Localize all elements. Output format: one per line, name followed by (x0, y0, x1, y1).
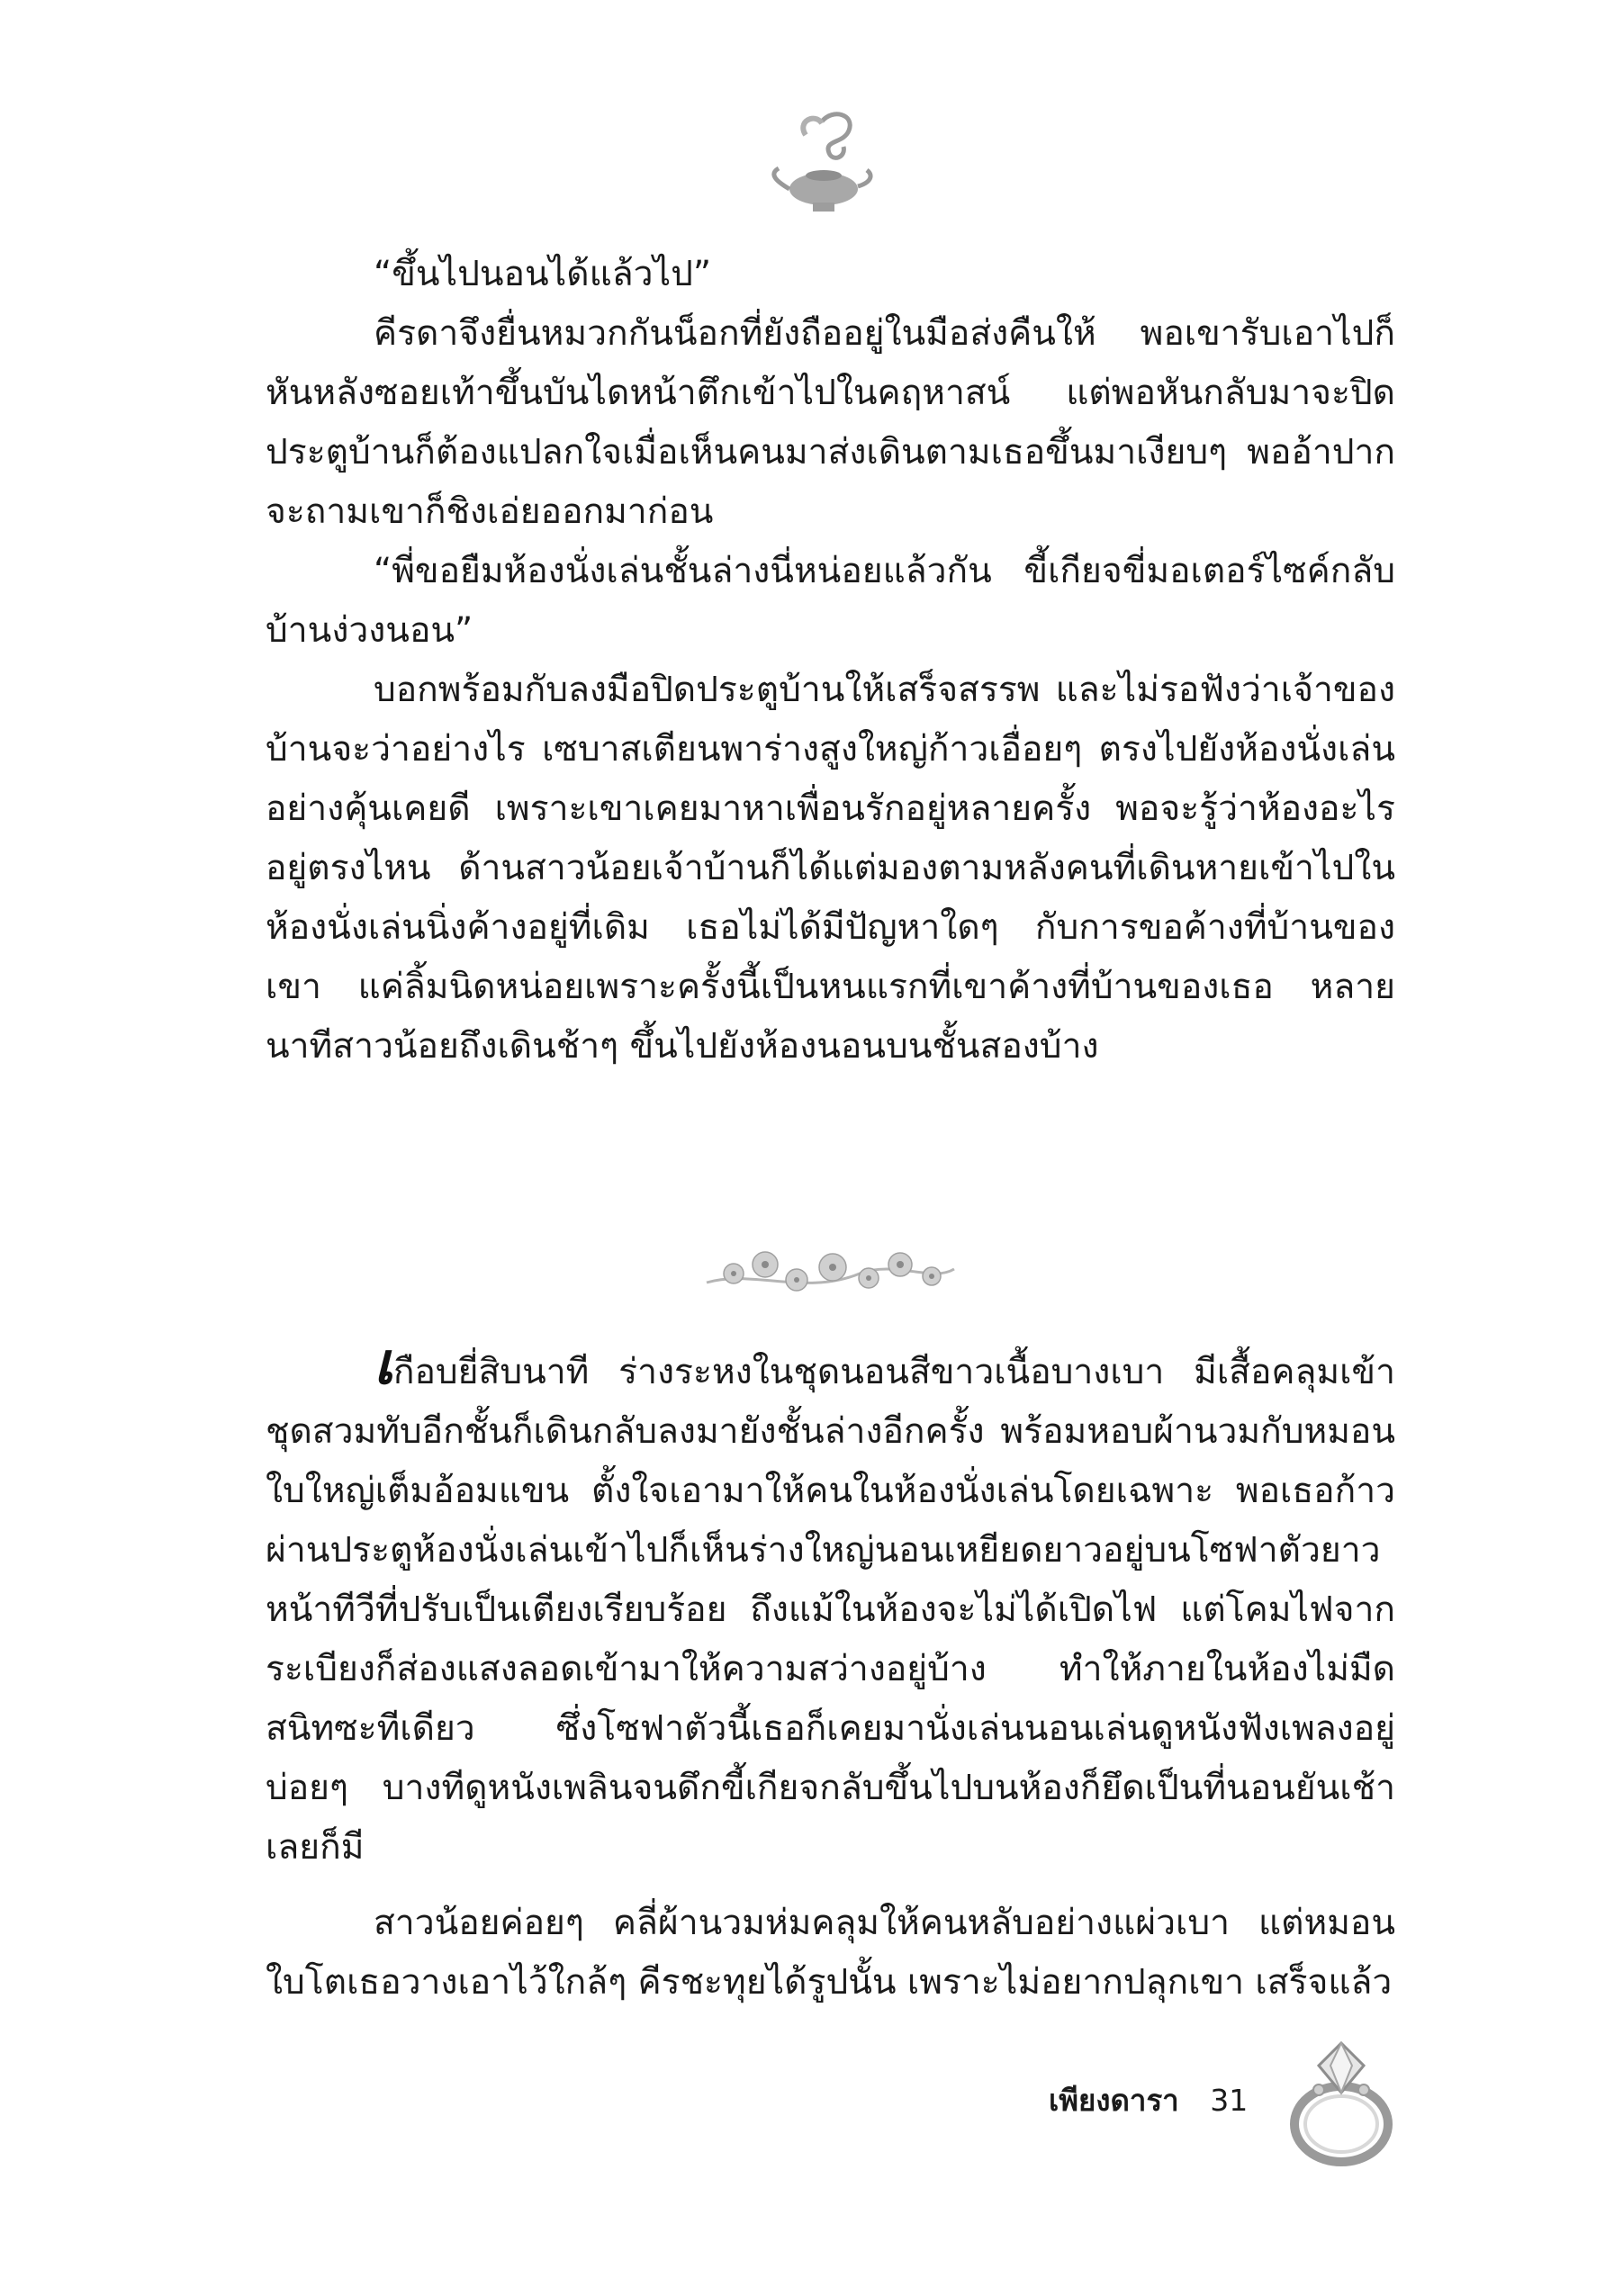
flower-divider-icon (698, 1233, 959, 1310)
page-number: 31 (1210, 2083, 1249, 2118)
dialogue-paragraph: “พี่ขอยืมห้องนั่งเล่นชั้นล่างนี่หน่อยแล้วกัน ขี้เกียจขี่มอเตอร์ไซค์กลับบ้านง่วงนอน” (266, 551, 1395, 651)
book-title: เพียงดารา (1049, 2083, 1179, 2118)
text-block-lower (266, 1330, 1395, 2012)
diamond-ring-icon (1278, 2025, 1404, 2174)
teapot-lamp-icon (770, 104, 878, 230)
paragraph: คีรดาจึงยื่นหมวกกันน็อกที่ยังถืออยู่ในมือส่งคืนให้ พอเขารับเอาไปก็หันหลังซอยเท้าขึ้นบันไดหน้าตึกเข้าไปในคฤหาสน์ แต่พอหันกลับมาจะปิดประตูบ้านก็ต้องแปลกใจเมื่อเห็นคนมาส่งเดินตามเธอขึ้นมาเงียบๆ พออ้าปากจะถามเขาก็ชิงเอ่ยออกมาก่อน (266, 313, 1395, 532)
dialogue-paragraph: “ขึ้นไปนอนได้แล้วไป” (374, 254, 712, 294)
dropcap: เ (374, 1330, 393, 1398)
paragraph-text: กือบยี่สิบนาที ร่างระหงในชุดนอนสีขาวเนื้อบางเบา มีเสื้อคลุมเข้าชุดสวมทับอีกชั้นก็เดินกลับลงมายังชั้นล่างอีกครั้ง พร้อมหอบผ้านวมกับหมอนใบใหญ่เต็มอ้อมแขน ตั้งใจเอามาให้คนในห้องนั่งเล่นโดยเฉพาะ พอเธอก้าวผ่านประตูห้องนั่งเล่นเข้าไปก็เห็นร่างใหญ่นอนเหยียดยาวอยู่บนโซฟาตัวยาวหน้าทีวีที่ปรับเป็นเตียงเรียบร้อย ถึงแม้ในห้องจะไม่ได้เปิดไฟ แต่โคมไฟจากระเบียงก็ส่องแสงลอดเข้ามาให้ความสว่างอยู่บ้าง ทำให้ภายในห้องไม่มืดสนิทซะทีเดียว ซึ่งโซฟาตัวนี้เธอก็เคยมานั่งเล่นนอนเล่นดูหนังฟังเพลงอยู่บ่อยๆ บางทีดูหนังเพลินจนดึกขี้เกียจกลับขึ้นไปบนห้องก็ยึดเป็นที่นอนยันเช้าเลยก็มี (266, 1352, 1395, 1868)
paragraph: บอกพร้อมกับลงมือปิดประตูบ้านให้เสร็จสรรพ และไม่รอฟังว่าเจ้าของบ้านจะว่าอย่างไร เซบาสเตียนพาร่างสูงใหญ่ก้าวเอื่อยๆ ตรงไปยังห้องนั่งเล่นอย่างคุ้นเคยดี เพราะเขาเคยมาหาเพื่อนรักอยู่หลายครั้ง พอจะรู้ว่าห้องอะไรอยู่ตรงไหน ด้านสาวน้อยเจ้าบ้านก็ได้แต่มองตามหลังคนที่เดินหายเข้าไปในห้องนั่งเล่นนิ่งค้างอยู่ที่เดิม เธอไม่ได้มีปัญหาใดๆ กับการขอค้างที่บ้านของเขา แค่ลิ้มนิดหน่อยเพราะครั้งนี้เป็นหนแรกที่เขาค้างที่บ้านของเธอ หลายนาทีสาวน้อยถึงเดินช้าๆ ขึ้นไปยังห้องนอนบนชั้นสองบ้าง (266, 670, 1395, 1067)
text-block-upper (266, 245, 1395, 1076)
paragraph: สาวน้อยค่อยๆ คลี่ผ้านวมห่มคลุมให้คนหลับอย่างแผ่วเบา แต่หมอนใบโตเธอวางเอาไว้ใกล้ๆ คีรชะทุยได้รูปนั้น เพราะไม่อยากปลุกเขา เสร็จแล้ว (266, 1903, 1395, 2003)
page-footer (1049, 2081, 1283, 2120)
paragraph-with-dropcap (266, 1330, 1395, 1877)
